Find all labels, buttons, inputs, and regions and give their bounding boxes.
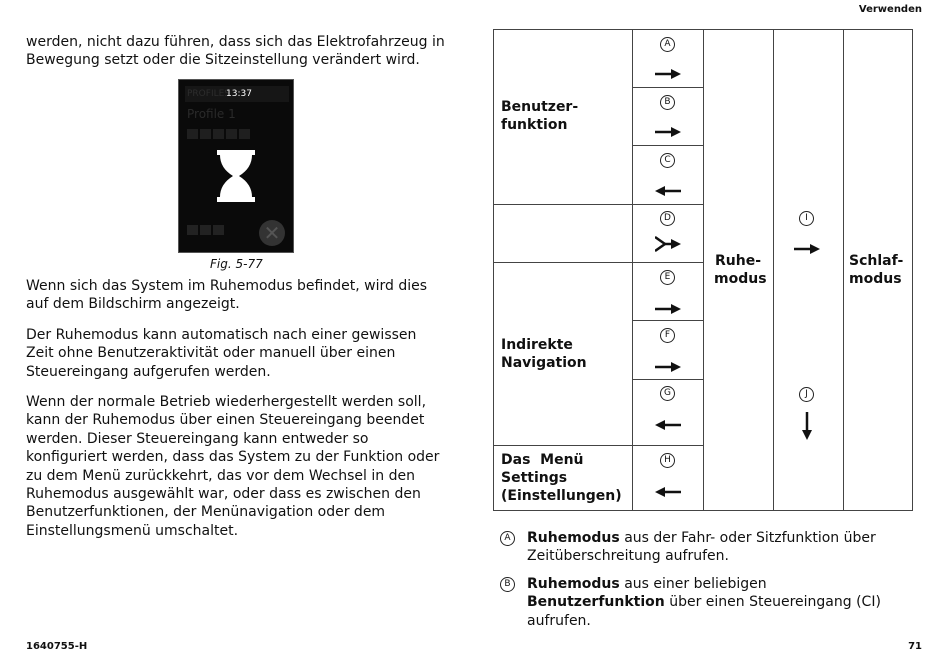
paragraph-sleep-exit: Wenn der normale Betrieb wiederhergestellt werden soll, kann der Ruhemodus über einen Steuereingang beendet werden. Dieser Steuereingang kann entweder so konfiguriert werden, dass das System zu der Funktion oder zu dem Menü zurückkehrt, das vor dem Wechsel in den Ruhemodus ausgewählt war, oder dass es zwischen den Benutzerfunktionen, der Menünavigation oder dem Einstellungsmenü umschaltet. — [26, 394, 440, 539]
screen-squares-top — [187, 129, 250, 139]
marker-a: A — [660, 37, 675, 52]
marker-i: I — [799, 211, 814, 226]
marker-g: G — [660, 386, 675, 401]
figure-caption: Fig. 5-77 — [210, 257, 263, 271]
arrow-left-icon — [655, 186, 681, 196]
marker-h: H — [660, 453, 675, 468]
marker-f: F — [660, 328, 675, 343]
legend-item-a: A Ruhemodus aus der Fahr- oder Sitzfunktion über Zeitüberschreitung aufrufen. — [500, 529, 890, 569]
marker-b: B — [500, 577, 515, 592]
marker-c: C — [660, 153, 675, 168]
arrow-right-icon — [655, 69, 681, 79]
mode-transition-table — [493, 29, 913, 511]
deep-sleep-mode-label: Schlaf- modus — [849, 253, 904, 287]
running-header: Verwenden — [858, 4, 922, 15]
hourglass-icon — [217, 150, 255, 202]
arrow-down-icon — [802, 412, 812, 440]
arrow-left-icon — [655, 420, 681, 430]
marker-e: E — [660, 270, 675, 285]
paragraph-sleep-shown: Wenn sich das System im Ruhemodus befindet, wird dies auf dem Bildschirm angezeigt. — [26, 278, 427, 313]
group-label-indirect-navigation: Indirekte Navigation — [501, 337, 587, 371]
arrow-right-icon — [655, 127, 681, 137]
screen-profiles-label: PROFILES — [187, 89, 231, 99]
arrow-merge-right-icon — [655, 236, 681, 252]
arrow-right-icon — [655, 304, 681, 314]
arrow-left-icon — [655, 487, 681, 497]
screen-squares-bottom — [187, 225, 224, 235]
group-label-settings-menu: Das Menü Settings (Einstellungen) — [501, 452, 622, 504]
paragraph-sleep-trigger: Der Ruhemodus kann automatisch nach einer gewissen Zeit ohne Benutzeraktivität oder manuell über einen Steuereingang aufgerufen werden. — [26, 327, 417, 380]
marker-b: B — [660, 95, 675, 110]
marker-d: D — [660, 211, 675, 226]
figure-device-screen — [178, 79, 294, 253]
paragraph-intro: werden, nicht dazu führen, dass sich das Elektrofahrzeug in Bewegung setzt oder die Sitzeinstellung verändert wird. — [26, 34, 445, 69]
group-label-user-functions: Benutzer- funktion — [501, 99, 579, 133]
arrow-right-icon — [794, 244, 820, 254]
marker-j: J — [799, 387, 814, 402]
document-id: 1640755-H — [26, 641, 88, 652]
screen-time: 13:37 — [226, 89, 252, 99]
legend-item-b: B Ruhemodus aus einer beliebigen Benutzerfunktion über einen Steuereingang (CI) aufrufen. — [500, 575, 890, 615]
close-icon: ✕ — [259, 220, 285, 246]
screen-profile-name: Profile 1 — [187, 107, 236, 121]
sleep-mode-label: Ruhe- modus — [714, 253, 767, 287]
arrow-right-icon — [655, 362, 681, 372]
page-number: 71 — [908, 641, 922, 652]
marker-a: A — [500, 531, 515, 546]
